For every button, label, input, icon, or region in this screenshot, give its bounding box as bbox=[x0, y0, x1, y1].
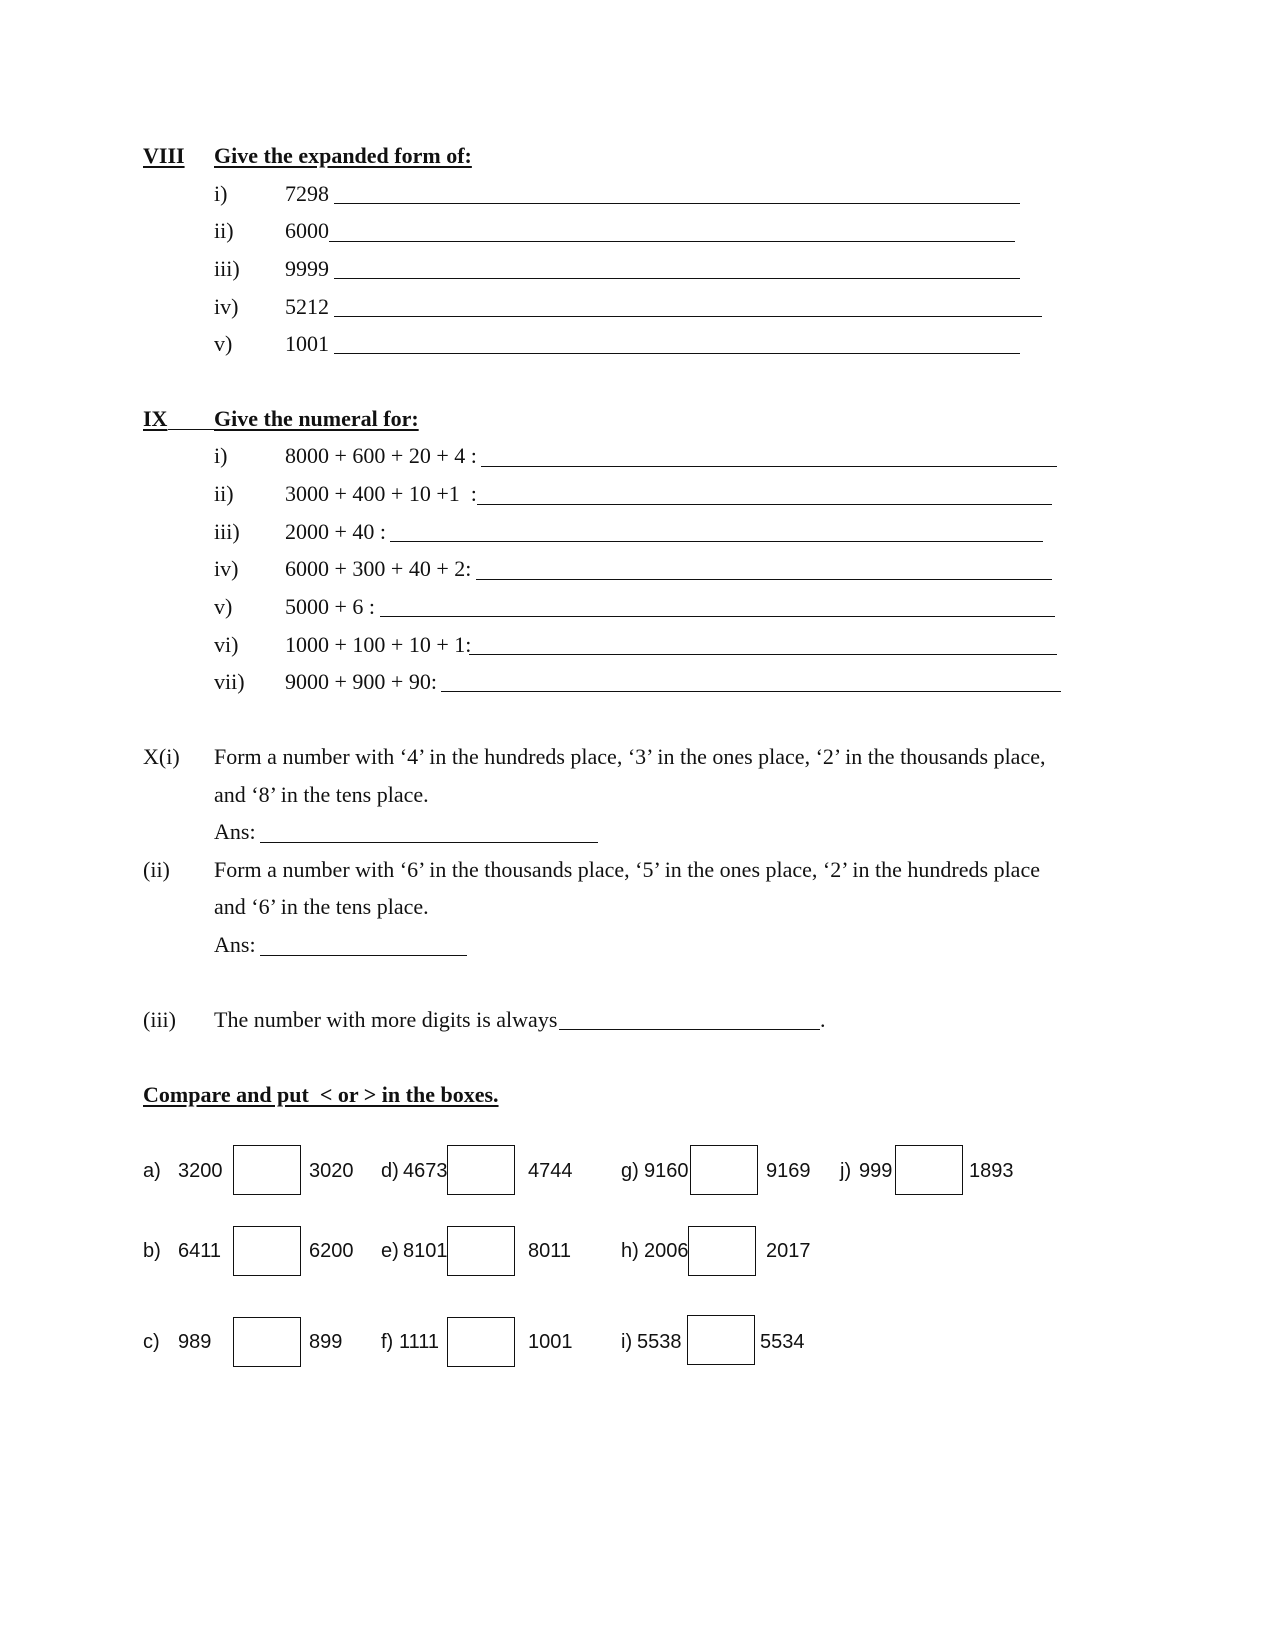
compare-box[interactable] bbox=[233, 1145, 301, 1195]
item-label: ii) bbox=[214, 218, 234, 243]
answer-line[interactable] bbox=[260, 955, 467, 956]
answer-line[interactable] bbox=[476, 579, 1052, 580]
item-number: 7298 bbox=[285, 181, 329, 206]
compare-left: 3200 bbox=[178, 1160, 223, 1182]
question-label: (ii) bbox=[143, 857, 170, 882]
item-label: ii) bbox=[214, 481, 234, 506]
answer-line[interactable] bbox=[329, 241, 1015, 242]
compare-right: 6200 bbox=[309, 1240, 354, 1262]
compare-left: 2006 bbox=[644, 1240, 689, 1262]
compare-box[interactable] bbox=[233, 1226, 301, 1276]
compare-label: j) bbox=[840, 1160, 852, 1182]
compare-left: 999 bbox=[859, 1160, 893, 1182]
heading-underline bbox=[168, 429, 214, 430]
compare-box[interactable] bbox=[447, 1317, 515, 1367]
answer-line[interactable] bbox=[260, 842, 598, 843]
item-label: vii) bbox=[214, 669, 245, 694]
compare-label: e) bbox=[381, 1240, 399, 1262]
section-heading: Give the numeral for: bbox=[214, 406, 419, 431]
item-label: v) bbox=[214, 331, 233, 356]
question-label: X(i) bbox=[143, 744, 180, 769]
item-expression: 3000 + 400 + 10 +1 : bbox=[285, 481, 477, 506]
compare-right: 899 bbox=[309, 1331, 343, 1353]
answer-label: Ans: bbox=[214, 819, 256, 844]
item-expression: 9000 + 900 + 90: bbox=[285, 669, 437, 694]
compare-box[interactable] bbox=[688, 1226, 756, 1276]
item-number: 9999 bbox=[285, 256, 329, 281]
question-text: Form a number with ‘6’ in the thousands place, ‘5’ in the ones place, ‘2’ in the hundreds place bbox=[214, 857, 1040, 882]
answer-line[interactable] bbox=[469, 654, 1057, 655]
item-number: 1001 bbox=[285, 331, 329, 356]
item-number: 5212 bbox=[285, 294, 329, 319]
compare-label: d) bbox=[381, 1160, 399, 1182]
question-text: and ‘6’ in the tens place. bbox=[214, 894, 429, 919]
item-label: iv) bbox=[214, 556, 239, 581]
compare-right: 4744 bbox=[528, 1160, 573, 1182]
compare-right: 1893 bbox=[969, 1160, 1014, 1182]
compare-left: 1111 bbox=[399, 1331, 440, 1353]
compare-left: 9160 bbox=[644, 1160, 689, 1182]
answer-line[interactable] bbox=[477, 504, 1052, 505]
answer-line[interactable] bbox=[334, 203, 1020, 204]
item-label: i) bbox=[214, 443, 228, 468]
compare-label: b) bbox=[143, 1240, 161, 1262]
compare-box[interactable] bbox=[447, 1226, 515, 1276]
compare-box[interactable] bbox=[690, 1145, 758, 1195]
item-label: iii) bbox=[214, 519, 240, 544]
compare-label: g) bbox=[621, 1160, 639, 1182]
compare-right: 9169 bbox=[766, 1160, 811, 1182]
compare-right: 8011 bbox=[528, 1240, 572, 1262]
question-text: The number with more digits is always bbox=[214, 1007, 558, 1032]
question-label: (iii) bbox=[143, 1007, 176, 1032]
answer-line[interactable] bbox=[390, 541, 1043, 542]
question-text: Form a number with ‘4’ in the hundreds place, ‘3’ in the ones place, ‘2’ in the thousands place, bbox=[214, 744, 1046, 769]
compare-label: i) bbox=[621, 1331, 633, 1353]
section-numeral: VIII bbox=[143, 143, 185, 168]
section-numeral: IX bbox=[143, 406, 168, 431]
item-expression: 1000 + 100 + 10 + 1: bbox=[285, 632, 472, 657]
compare-left: 4673 bbox=[403, 1160, 448, 1182]
answer-line[interactable] bbox=[334, 353, 1020, 354]
item-label: i) bbox=[214, 181, 228, 206]
item-label: vi) bbox=[214, 632, 239, 657]
answer-line[interactable] bbox=[559, 1029, 820, 1030]
compare-label: c) bbox=[143, 1331, 160, 1353]
answer-line[interactable] bbox=[481, 466, 1057, 467]
item-expression: 5000 + 6 : bbox=[285, 594, 376, 619]
item-label: iv) bbox=[214, 294, 239, 319]
item-expression: 6000 + 300 + 40 + 2: bbox=[285, 556, 472, 581]
compare-left: 8101 bbox=[403, 1240, 448, 1262]
answer-line[interactable] bbox=[334, 278, 1020, 279]
answer-line[interactable] bbox=[441, 691, 1061, 692]
question-text: and ‘8’ in the tens place. bbox=[214, 782, 429, 807]
answer-label: Ans: bbox=[214, 932, 256, 957]
item-label: iii) bbox=[214, 256, 240, 281]
item-number: 6000 bbox=[285, 218, 329, 243]
answer-line[interactable] bbox=[334, 316, 1042, 317]
compare-right: 5534 bbox=[760, 1331, 805, 1353]
section-heading: Give the expanded form of: bbox=[214, 143, 472, 168]
compare-box[interactable] bbox=[687, 1315, 755, 1365]
item-label: v) bbox=[214, 594, 233, 619]
compare-left: 6411 bbox=[178, 1240, 222, 1262]
compare-box[interactable] bbox=[447, 1145, 515, 1195]
period: . bbox=[820, 1007, 826, 1032]
answer-line[interactable] bbox=[380, 616, 1055, 617]
compare-left: 989 bbox=[178, 1331, 212, 1353]
compare-label: a) bbox=[143, 1160, 161, 1182]
compare-heading: Compare and put < or > in the boxes. bbox=[143, 1082, 499, 1107]
compare-box[interactable] bbox=[895, 1145, 963, 1195]
item-expression: 2000 + 40 : bbox=[285, 519, 387, 544]
compare-label: f) bbox=[381, 1331, 394, 1353]
compare-right: 2017 bbox=[766, 1240, 811, 1262]
compare-right: 3020 bbox=[309, 1160, 354, 1182]
compare-box[interactable] bbox=[233, 1317, 301, 1367]
compare-label: h) bbox=[621, 1240, 639, 1262]
compare-left: 5538 bbox=[637, 1331, 682, 1353]
item-expression: 8000 + 600 + 20 + 4 : bbox=[285, 443, 477, 468]
compare-right: 1001 bbox=[528, 1331, 573, 1353]
